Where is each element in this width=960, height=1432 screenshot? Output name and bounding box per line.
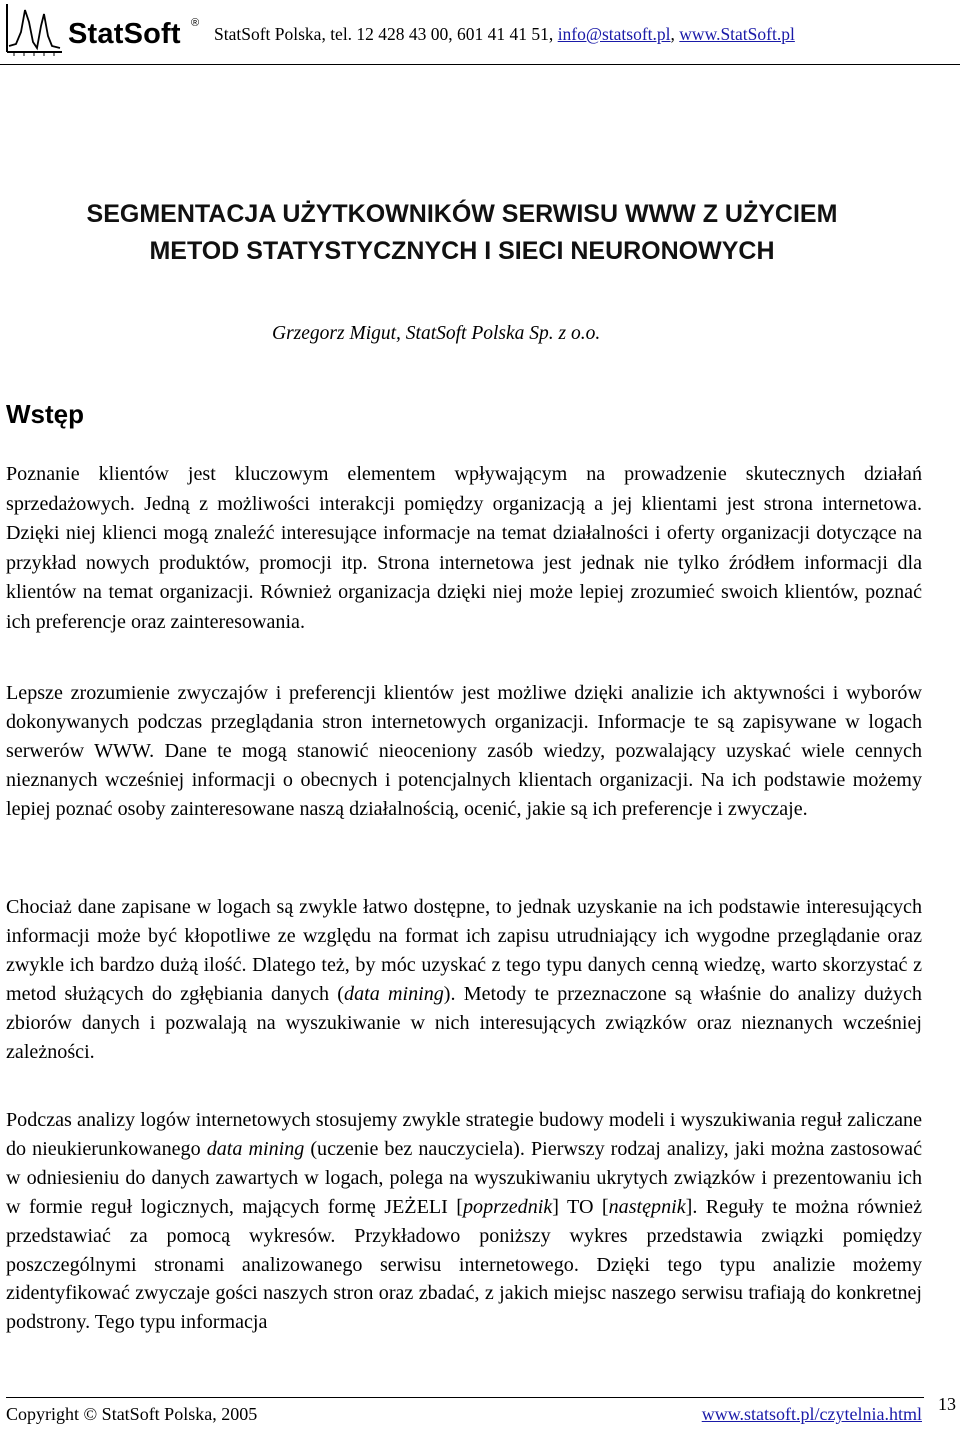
footer-link[interactable]: www.statsoft.pl/czytelnia.html	[701, 1404, 922, 1424]
statsoft-logo	[4, 2, 204, 60]
copyright-text: Copyright © StatSoft Polska, 2005	[6, 1404, 258, 1424]
term-poprzednik: poprzednik	[462, 1195, 553, 1218]
footer-divider	[6, 1397, 924, 1398]
paragraph-4-text-c: ] TO [	[552, 1195, 609, 1218]
page-header	[0, 0, 960, 66]
contact-line	[214, 24, 795, 45]
term-data-mining: data mining	[206, 1137, 305, 1160]
author-line: Grzegorz Migut, StatSoft Polska Sp. z o.o.	[272, 323, 601, 344]
document-title	[0, 196, 924, 270]
header-divider	[0, 64, 960, 65]
paragraph-3-text-a: Chociaż dane zapisane w logach są zwykle łatwo dostępne, to jednak uzyskanie na ich podstawie interesujących informacji może być kłopotliwe ze względu na format ich zapisu utrudniający ich wygodne przeglądanie oraz zwykle ich bardzo dużą ilość. Dlatego też, by móc uzyskać z tego typu danych cenną wiedzę, warto skorzystać z metod służących do zgłębiania danych (	[6, 896, 922, 1005]
paragraph-3-text-b: ). Metody te przeznaczone są właśnie do analizy dużych zbiorów danych i pozwalają na wyszukiwanie w nich interesujących związków oraz nieznanych wcześniej zależności.	[6, 982, 922, 1063]
paragraph-1: Poznanie klientów jest kluczowym elementem wpływającym na prowadzenie skutecznych działań sprzedażowych. Jedną z możliwości interakcji pomiędzy organizacją a jej klientami jest strona internetowa. Dzięki niej klienci mogą znaleźć interesujące informacje na temat działalności i oferty organizacji dotyczące na przykład nowych produktów, promocji itp. Strona internetowa jest jednak nie tylko źródłem informacji dla klientów na temat organizacji. Również organizacja dzięki niej może lepiej zrozumieć swoich klientów, poznać ich preferencje oraz zainteresowania.	[6, 463, 922, 633]
registered-mark: ®	[191, 17, 200, 29]
logo-wordmark: StatSoft	[68, 18, 181, 50]
statsoft-logo-icon	[4, 2, 64, 60]
paragraph-4-text-b: (uczenie bez nauczyciela). Pierwszy rodzaj analizy, jaki można zastosować w odniesieniu do danych zawartych w logach, polega na wyszukiwaniu ukrytych związków i prezentowaniu ich w formie reguł logicznych, mających formę JEŻELI [	[6, 1137, 922, 1218]
title-line-1: SEGMENTACJA UŻYTKOWNIKÓW SERWISU WWW Z UŻYCIEM	[86, 200, 838, 228]
section-heading: Wstęp	[6, 399, 84, 429]
term-data-mining: data mining	[344, 982, 444, 1005]
term-nastepnik: następnik	[608, 1195, 686, 1218]
paragraph-4	[6, 1106, 922, 1337]
paragraph-4-text-a: Podczas analizy logów internetowych stosujemy zwykle strategie budowy modeli i wyszukiwania reguł zaliczane do nieukierunkowanego	[6, 1109, 922, 1160]
title-line-2: METOD STATYSTYCZNYCH I SIECI NEURONOWYCH	[149, 237, 775, 265]
page-number: 13	[938, 1394, 956, 1414]
contact-text: StatSoft Polska, tel. 12 428 43 00, 601 41 41 51,	[214, 24, 558, 44]
paragraph-4-text-d: ]. Reguły te można również przedstawiać za pomocą wykresów. Przykładowo poniższy wykres przedstawia związki pomiędzy poszczególnymi stronami analizowanego serwisu internetowego. Dzięki tego typu analizie możemy zidentyfikować zwyczaje gości naszych stron oraz zbadać, z jakich miejsc naszego serwisu trafiają do konkretnej podstrony. Tego typu informacja	[6, 1195, 922, 1334]
website-link[interactable]: www.StatSoft.pl	[679, 24, 795, 44]
email-link[interactable]: info@statsoft.pl	[557, 24, 671, 44]
paragraph-3	[6, 893, 922, 1066]
contact-separator: ,	[670, 24, 680, 44]
paragraph-2: Lepsze zrozumienie zwyczajów i preferencji klientów jest możliwe dzięki analizie ich aktywności i wyborów dokonywanych podczas przeglądania stron internetowych organizacji. Informacje te są zapisywane w logach serwerów WWW. Dane te mogą stanowić nieoceniony zasób wiedzy, pozwalający uzyskać wiele cennych nieznanych wcześniej informacji o obecnych i potencjalnych klientach organizacji. Na ich podstawie możemy lepiej poznać osoby zainteresowane naszą działalnością, ocenić, jakie są ich preferencje i zwyczaje.	[6, 682, 922, 820]
